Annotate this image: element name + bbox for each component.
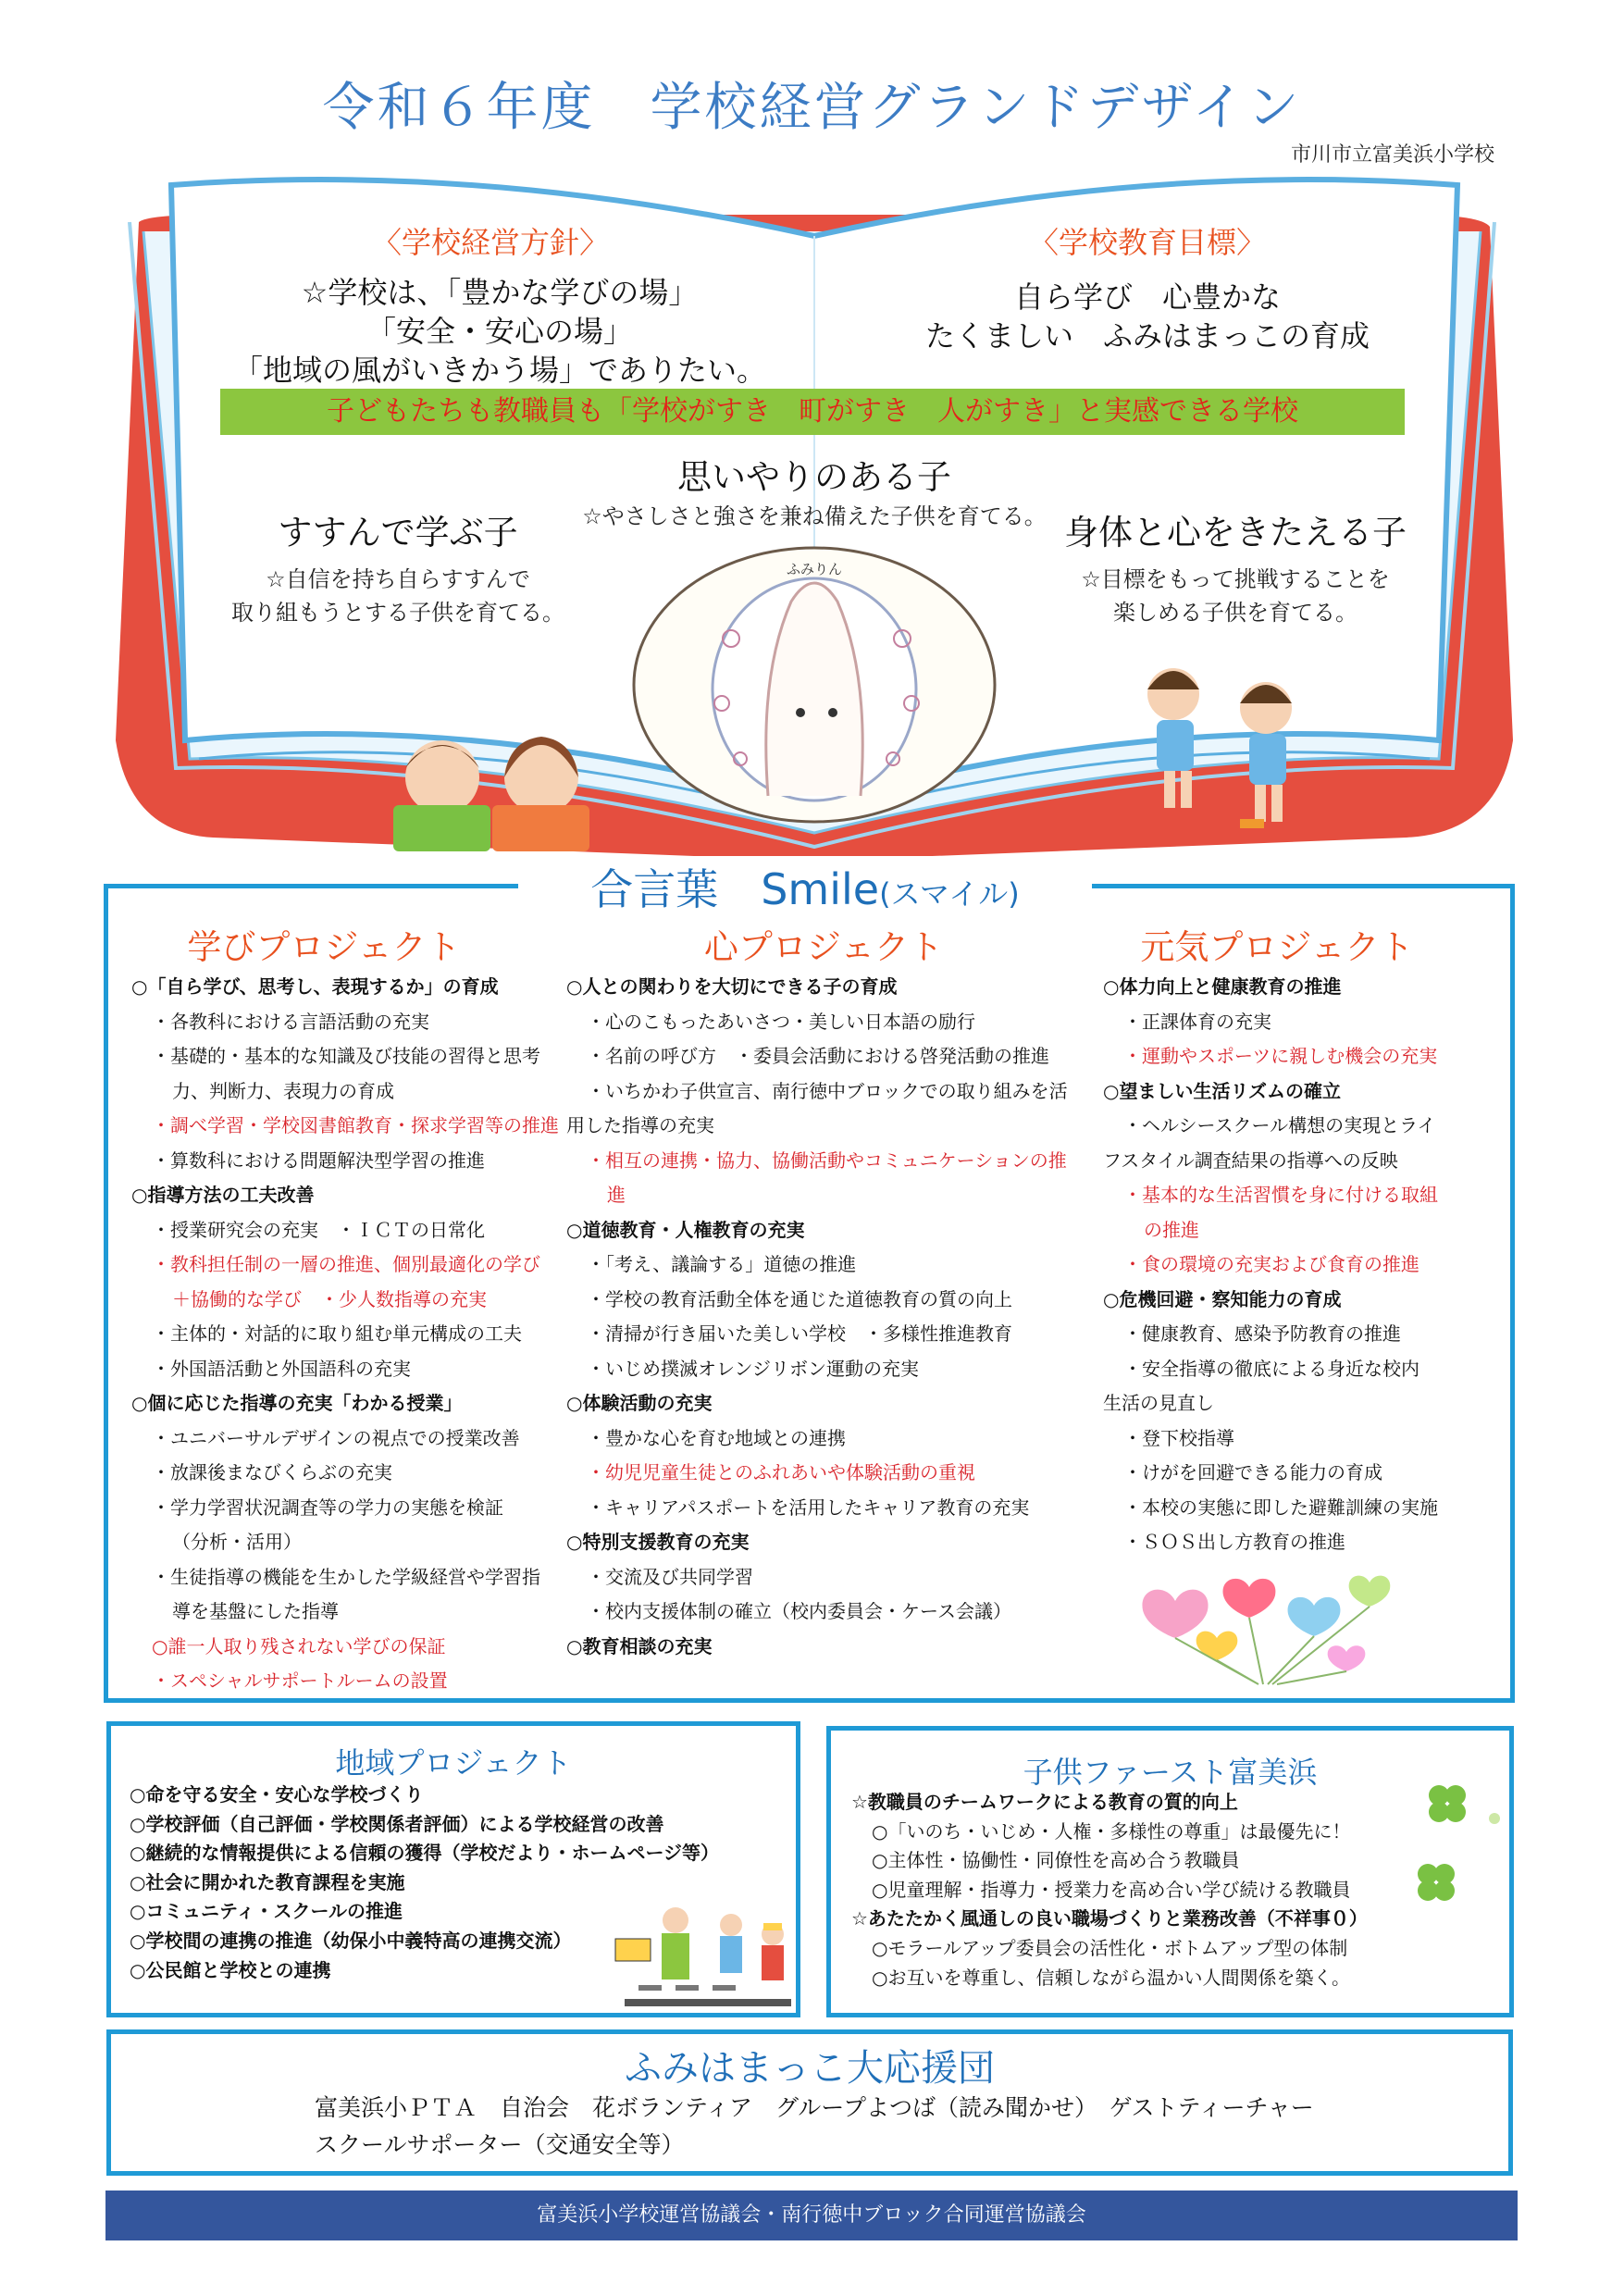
project-item: ・学力学習状況調査等の学力の実態を検証 <box>152 1496 503 1519</box>
policy-line: 「安全・安心の場」 <box>366 314 633 349</box>
support-members-line2: スクールサポーター（交通安全等） <box>315 2131 685 2158</box>
project-item: ・スペシャルサポートルームの設置 <box>152 1669 448 1692</box>
children-first-item: ☆あたたかく風通しの良い職場づくりと業務改善（不祥事０） <box>851 1907 1368 1930</box>
project-item: ○特別支援教育の充実 <box>566 1531 750 1553</box>
project-item: ・登下校指導 <box>1123 1426 1234 1449</box>
heart-project-list <box>566 970 1112 1664</box>
project-item: 用した指導の充実 <box>566 1114 714 1136</box>
project-item: ・正課体育の充実 <box>1123 1010 1271 1033</box>
vision-banner: 子どもたちも教職員も「学校がすき 町がすき 人がすき」と実感できる学校 <box>220 389 1405 435</box>
project-item: ・「考え、議論する」道徳の推進 <box>587 1253 857 1275</box>
project-item: ・食の環境の充実および食育の推進 <box>1123 1253 1419 1275</box>
project-item: 進 <box>607 1184 626 1206</box>
smile-title-main: 合言葉 Smile <box>590 864 880 914</box>
project-item: 力、判断力、表現力の育成 <box>172 1079 394 1102</box>
policy-heading: 〈学校経営方針〉 <box>371 225 609 260</box>
school-name: 市川市立富美浜小学校 <box>1290 143 1494 167</box>
children-first-item: ○モラールアップ委員会の活性化・ボトムアップ型の体制 <box>872 1936 1348 1959</box>
project-item: ・交流及び共同学習 <box>587 1565 753 1588</box>
project-item: ・心のこもったあいさつ・美しい日本語の励行 <box>587 1010 975 1033</box>
project-item: ・けがを回避できる能力の育成 <box>1123 1461 1382 1483</box>
heart-balloons-illustration <box>1120 1564 1425 1689</box>
footer-council: 富美浜小学校運営協議会・南行徳中ブロック合同運営協議会 <box>105 2191 1518 2240</box>
community-item: ○社会に開かれた教育課程を実施 <box>130 1870 405 1893</box>
goal-statement <box>870 278 1425 355</box>
project-item: ○危機回避・察知能力の育成 <box>1103 1287 1342 1310</box>
project-item: ・キャリアパスポートを活用したキャリア教育の充実 <box>587 1496 1030 1519</box>
project-item: ○指導方法の工夫改善 <box>131 1184 315 1206</box>
project-item: ・ユニバーサルデザインの視点での授業改善 <box>152 1426 520 1449</box>
mascot-illustration <box>634 548 995 822</box>
left-goal-title: すすんで学ぶ子 <box>278 513 518 552</box>
policy-statement <box>194 273 805 390</box>
project-item: ・いちかわ子供宣言、南行徳中ブロックでの取り組みを活 <box>587 1079 1068 1102</box>
project-item: フスタイル調査結果の指導への反映 <box>1103 1148 1398 1172</box>
project-item: ・本校の実態に即した避難訓練の実施 <box>1123 1496 1438 1519</box>
project-item: ○誰一人取り残されない学びの保証 <box>152 1634 446 1657</box>
heart-project-title: 心プロジェクト <box>703 927 944 967</box>
project-item: ・放課後まなびくらぶの充実 <box>152 1461 392 1483</box>
children-first-item: ☆教職員のチームワークによる教育の質的向上 <box>851 1791 1238 1813</box>
project-item: ○体力向上と健康教育の推進 <box>1103 975 1342 998</box>
energy-project-title: 元気プロジェクト <box>1140 927 1414 967</box>
project-item: ○教育相談の充実 <box>566 1634 713 1657</box>
project-item: ・算数科における問題解決型学習の推進 <box>152 1148 485 1172</box>
open-book-illustration <box>0 0 1624 888</box>
policy-line: ☆学校は、「豊かな学びの場」 <box>301 275 699 310</box>
project-item: ・清掃が行き届いた美しい学校 ・多様性推進教育 <box>587 1322 1012 1345</box>
project-item: ・授業研究会の充実 ・ＩＣＴの日常化 <box>152 1218 485 1241</box>
community-item: ○学校間の連携の推進（幼保小中義特高の連携交流） <box>130 1929 572 1952</box>
project-item: 生活の見直し <box>1103 1392 1214 1414</box>
project-item: ・主体的・対話的に取り組む単元構成の工夫 <box>152 1322 522 1345</box>
children-first-item: ○児童理解・指導力・授業力を高め合い学び続ける教職員 <box>872 1878 1351 1901</box>
smile-section-title <box>518 856 1092 917</box>
support-members-line1: 富美浜小ＰＴＡ 自治会 花ボランティア グループよつば（読み聞かせ） ゲストティーチャー <box>315 2094 1314 2121</box>
energy-project-list <box>1103 970 1510 1560</box>
children-first-list <box>851 1788 1499 1992</box>
page-title: 令和６年度 学校経営グランドデザイン <box>322 78 1302 138</box>
project-item: ○体験活動の充実 <box>566 1392 713 1414</box>
community-item: ○学校評価（自己評価・学校関係者評価）による学校経営の改善 <box>130 1812 664 1835</box>
goal-line: 自ら学び 心豊かな <box>1013 279 1281 315</box>
policy-line: 「地域の風がいきかう場」でありたい。 <box>232 353 766 388</box>
goal-line: たくましい ふみはまっこの育成 <box>924 318 1370 354</box>
project-item: ・生徒指導の機能を生かした学級経営や学習指 <box>152 1565 540 1588</box>
left-goal-line: ☆自信を持ち自らすすんで <box>266 566 530 592</box>
project-item: ・基本的な生活習慣を身に付ける取組 <box>1123 1184 1438 1206</box>
crossing-guard-illustration <box>606 1893 800 2017</box>
community-item: ○継続的な情報提供による信頼の獲得（学校だより・ホームページ等） <box>130 1842 720 1865</box>
project-item: ○望ましい生活リズムの確立 <box>1103 1079 1342 1102</box>
goal-heading: 〈学校教育目標〉 <box>1028 225 1266 260</box>
project-item: 導を基盤にした指導 <box>172 1600 339 1622</box>
right-goal-title: 身体と心をきたえる子 <box>1064 513 1407 552</box>
children-first-item: ○「いのち・いじめ・人権・多様性の尊重」は最優先に！ <box>872 1819 1351 1843</box>
project-item: ・いじめ撲滅オレンジリボン運動の充実 <box>587 1357 919 1380</box>
project-item: ＋協働的な学び ・少人数指導の充実 <box>172 1287 487 1310</box>
learning-project-list <box>131 970 576 1699</box>
project-item: ・豊かな心を育む地域との連携 <box>587 1426 846 1449</box>
project-item: ・安全指導の徹底による身近な校内 <box>1123 1357 1419 1380</box>
project-item: ・相互の連携・協力、協働活動やコミュニケーションの推 <box>587 1148 1067 1172</box>
right-goal-line: 楽しめる子供を育てる。 <box>1113 600 1357 626</box>
center-goal-description: ☆やさしさと強さを兼ね備えた子供を育てる。 <box>582 503 1047 529</box>
project-item: ○道徳教育・人権教育の充実 <box>566 1218 805 1241</box>
mascot-label: ふみりん <box>786 561 842 577</box>
project-item: ・名前の呼び方 ・委員会活動における啓発活動の推進 <box>587 1045 1049 1067</box>
children-first-item: ○主体性・協働性・同僚性を高め合う教職員 <box>872 1849 1240 1872</box>
learning-project-title: 学びプロジェクト <box>187 927 461 967</box>
project-item: の推進 <box>1144 1218 1199 1241</box>
project-item: ・基礎的・基本的な知識及び技能の習得と思考 <box>152 1045 540 1067</box>
project-item: ・運動やスポーツに親しむ機会の充実 <box>1123 1045 1438 1067</box>
project-item: ○「自ら学び、思考し、表現するか」の育成 <box>131 975 499 998</box>
project-item: ・各教科における言語活動の充実 <box>152 1010 429 1033</box>
project-item: ○個に応じた指導の充実「わかる授業」 <box>131 1392 463 1414</box>
support-group-title: ふみはまっこ大応援団 <box>625 2047 995 2090</box>
project-item: ・外国語活動と外国語科の充実 <box>152 1357 411 1380</box>
right-goal-line: ☆目標をもって挑戦することを <box>1081 566 1390 592</box>
project-item: ・健康教育、感染予防教育の推進 <box>1123 1322 1401 1345</box>
project-item: ・教科担任制の一層の推進、個別最適化の学び <box>152 1253 540 1275</box>
clover-icon <box>1411 1772 1513 1930</box>
smile-title-reading: (スマイル) <box>879 876 1020 912</box>
left-goal-description <box>194 563 601 629</box>
children-first-title: 子供ファースト富美浜 <box>1023 1755 1318 1790</box>
project-item: ・校内支援体制の確立（校内委員会・ケース会議） <box>587 1600 1011 1622</box>
right-goal-description <box>1027 563 1444 629</box>
left-goal-line: 取り組もうとする子供を育てる。 <box>231 600 564 626</box>
project-item: ○人との関わりを大切にできる子の育成 <box>566 975 898 998</box>
project-item: ・学校の教育活動全体を通じた道徳教育の質の向上 <box>587 1287 1012 1310</box>
project-item: ・ヘルシースクール構想の実現とライ <box>1123 1114 1436 1136</box>
project-item: （分析・活用） <box>172 1531 302 1553</box>
community-item: ○命を守る安全・安心な学校づくり <box>130 1783 424 1806</box>
community-project-title: 地域プロジェクト <box>335 1745 572 1781</box>
children-first-item: ○お互いを尊重し、信頼しながら温かい人間関係を築く。 <box>872 1966 1351 1989</box>
project-item: ・幼児児童生徒とのふれあいや体験活動の重視 <box>587 1461 975 1483</box>
community-item: ○公民館と学校との連携 <box>130 1958 331 1981</box>
project-item: ・調べ学習・学校図書館教育・探求学習等の推進 <box>152 1114 559 1136</box>
community-item: ○コミュニティ・スクールの推進 <box>130 1900 403 1923</box>
center-goal-title: 思いやりのある子 <box>677 457 951 497</box>
project-item: ・ＳＯＳ出し方教育の推進 <box>1123 1531 1345 1553</box>
